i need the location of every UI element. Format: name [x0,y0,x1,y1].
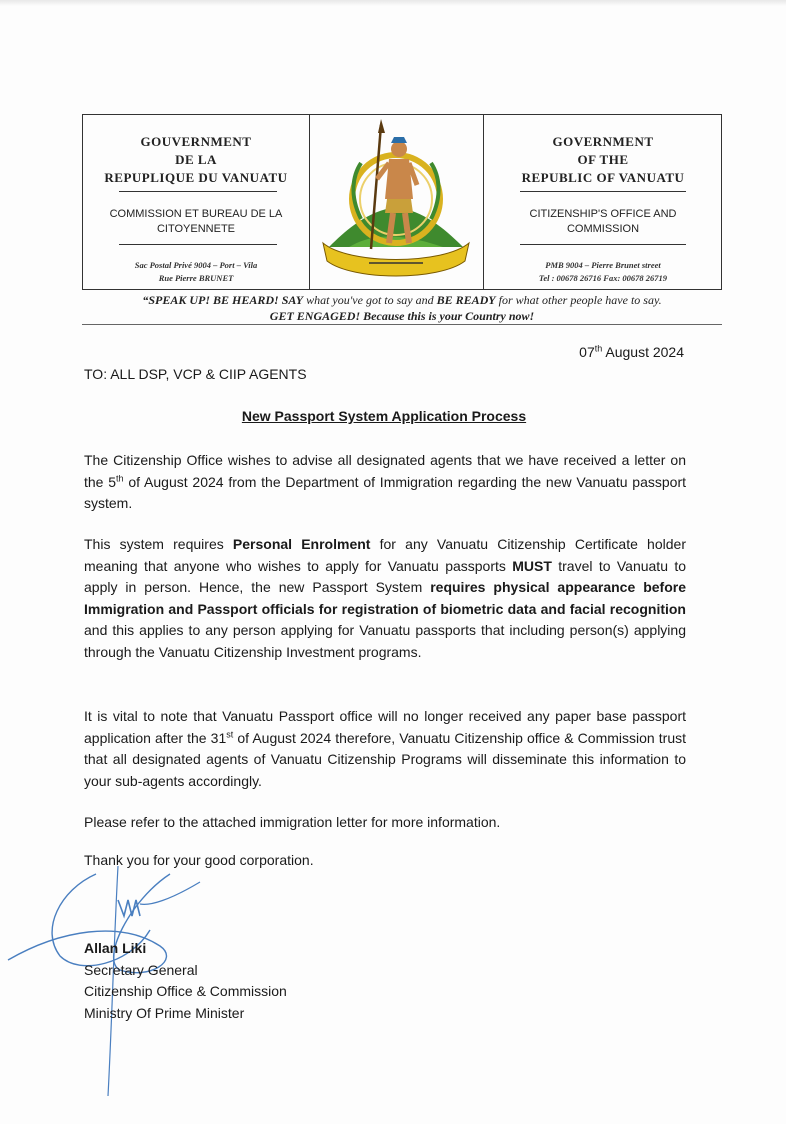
letterhead-french [83,115,310,289]
en-line3: REPUBLIC OF VANUATU [521,170,685,185]
divider [520,244,686,245]
divider [119,244,277,245]
fr-address2: Rue Pierre BRUNET [158,273,234,283]
slogan: “SPEAK UP! BE HEARD! SAY what you've got to say and BE READY for what other people have to say. GET ENGAGED! Because this is your Country now! [142,293,662,323]
signatory-title: Secretary General [84,961,198,978]
signatory-name: Allan Liki [84,940,147,956]
fr-line3: REPUPLIQUE DU VANUATU [104,170,288,185]
fr-office2: CITOYENNETE [156,223,236,235]
subject-heading: New Passport System Application Process [241,408,527,424]
letter-date: 07th August 2024 [579,343,684,360]
closing-line: Thank you for your good corporation. [84,852,314,868]
signatory-office: Citizenship Office & Commission [84,983,287,999]
coat-of-arms [309,115,483,289]
en-address2: Tel : 00678 26716 Fax: 00678 26719 [538,273,668,283]
divider [119,191,277,192]
paragraph-3: It is vital to note that Vanuatu Passport office will no longer received any paper base passport application after the 31st of August 2024 therefore, Vanuatu Citizenship office & Commission trust that all designated agents of Vanuatu Citizenship Programs will disseminate this information to your sub-agents accordingly. [84,708,686,789]
divider [520,191,686,192]
en-address1: PMB 9004 – Pierre Brunet street [545,260,661,270]
fr-line2: DE LA [175,152,217,167]
paragraph-1: The Citizenship Office wishes to advise all designated agents that we have received a letter on the 5th of August 2024 from the Department of Immigration regarding the new Vanuatu passport system. [84,452,686,511]
signature-block [84,938,287,1024]
fr-office1: COMMISSION ET BUREAU DE LA [109,208,283,220]
recipient-line: TO: ALL DSP, VCP & CIIP AGENTS [84,366,307,382]
fr-line1: GOUVERNMENT [140,134,252,149]
letterhead [82,114,722,290]
paragraph-2: This system requires Personal Enrolment for any Vanuatu Citizenship Certificate holder meaning that anyone who wishes to apply for Vanuatu passports MUST travel to Vanuatu to apply in person. Hence, the new Passport System requires physical appearance before Immigration and Passport officials for registration of biometric data and facial recognition and this applies to any person applying for Vanuatu passports that including person(s) applying through the Vanuatu Citizenship Investment programs. [84,536,687,660]
en-line1: GOVERNMENT [552,134,654,149]
coat-of-arms-icon [309,115,483,289]
fr-address1: Sac Postal Privé 9004 – Port – Vila [134,260,258,270]
en-office1: CITIZENSHIP'S OFFICE AND [529,208,677,220]
scan-edge [0,0,786,6]
letterhead-english [483,115,722,289]
slogan-divider [82,324,722,325]
signatory-ministry: Ministry Of Prime Minister [84,1004,245,1021]
paragraph-4: Please refer to the attached immigration letter for more information. [84,814,501,830]
en-office2: COMMISSION [566,223,640,235]
en-line2: OF THE [577,152,629,167]
